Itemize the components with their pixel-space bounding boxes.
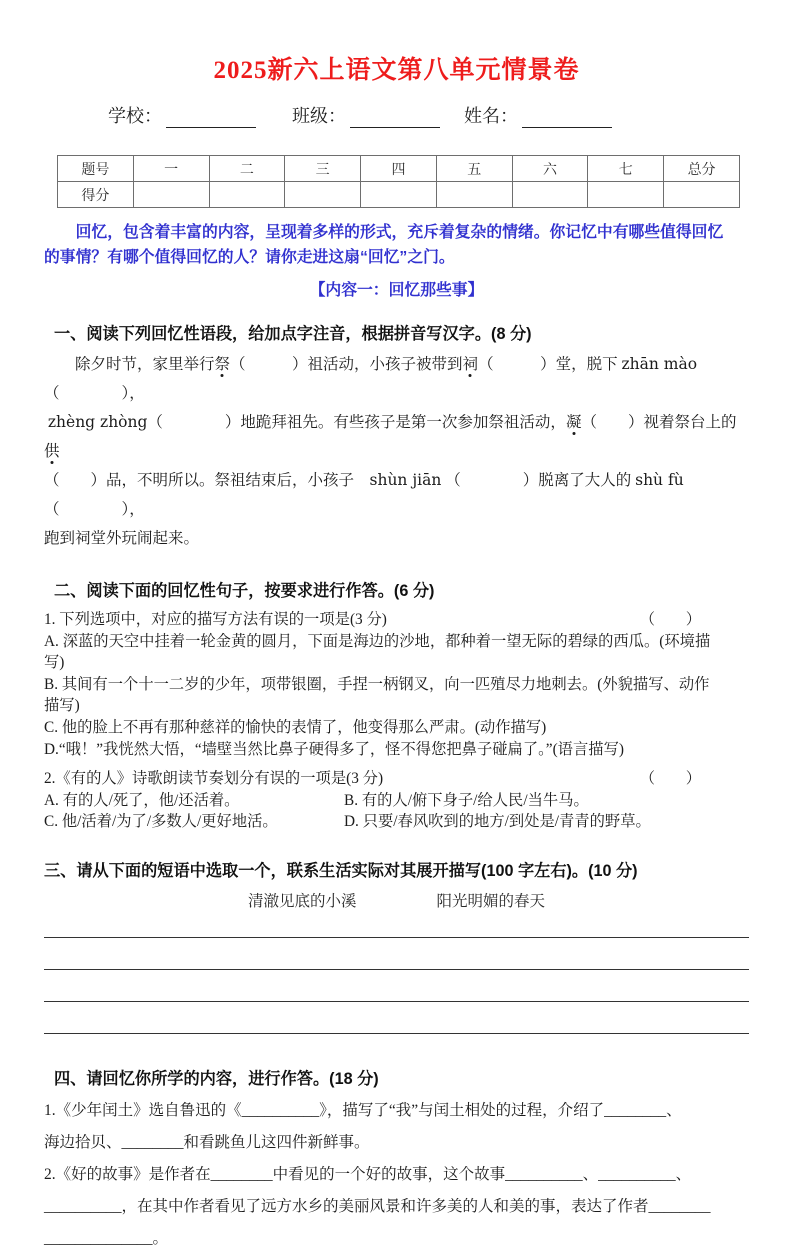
text-segment: （ ）， <box>44 501 145 518</box>
student-info-row <box>108 102 749 128</box>
text-line <box>44 524 749 553</box>
score-table-empty-cell <box>209 182 285 208</box>
score-table-cell: 总分 <box>664 156 740 182</box>
dotted-char: 祠 <box>462 356 479 373</box>
question-text: 2.《有的人》诗歌朗读节奏划分有误的一项是(3 分) <box>44 770 384 788</box>
exam-paper <box>0 50 793 1247</box>
text-line: __________，在其中作者看见了远方水乡的美丽风景和许多美的人和美的事，表达了作者________ <box>44 1197 711 1215</box>
class-blank-line <box>350 108 440 128</box>
score-table-cell: 三 <box>285 156 361 182</box>
text-line: 海边拾贝、________和看跳鱼儿这四件新鲜事。 <box>44 1133 370 1151</box>
text-segment: （ ）， <box>44 385 145 402</box>
score-table-cell: 一 <box>133 156 209 182</box>
option-left: C. 他/活着/为了/多数人/更好地活。 <box>44 813 278 831</box>
text-segment: （ ）地跪拜祖先。有些孩子是第一次参加祭祖活动， <box>147 414 566 431</box>
q4-content <box>44 1095 749 1255</box>
dotted-char: 凝 <box>565 414 582 431</box>
dotted-char: 祭 <box>214 356 231 373</box>
class-field <box>292 102 440 128</box>
option-left: A. 有的人/死了，他/还活着。 <box>44 791 240 809</box>
pinyin-text: zhèng zhòng <box>47 413 148 431</box>
text-line <box>44 408 749 466</box>
score-table-score-row <box>58 182 740 208</box>
text-line: B. 其间有一个十一二岁的少年，项带银圈，手捏一柄钢叉，向一匹殖尽力地刺去。(外貌描写、动作 <box>44 675 710 693</box>
score-table-empty-cell <box>588 182 664 208</box>
option-right: B. 有的人/俯下身子/给人民/当牛马。 <box>344 791 589 809</box>
text-line: 回忆，包含着丰富的内容，呈现着多样的形式，充斥着复杂的情绪。你记忆中有哪些值得回忆 <box>44 224 724 241</box>
score-table-empty-cell <box>133 182 209 208</box>
text-line <box>44 466 749 524</box>
text-line: 1.《少年闰土》选自鲁迅的《__________》，描写了“我”与闰土相处的过程，介绍了________、 <box>44 1101 682 1119</box>
section-banner: 【内容一：回忆那些事】 <box>309 282 484 299</box>
score-table-cell: 得分 <box>58 182 134 208</box>
school-label: 学校： <box>108 106 162 126</box>
school-blank-line <box>166 108 256 128</box>
text-segment: （ ）脱离了大人的 <box>441 472 636 489</box>
text-line <box>44 350 749 408</box>
text-line: 2.《好的故事》是作者在________中看见的一个好的故事，这个故事__________、__________、 <box>44 1165 692 1183</box>
pinyin-text: zhān mào <box>621 355 698 373</box>
text-line: D.“哦！”我恍然大悟，“墙壁当然比鼻子硬得多了，怪不得您把鼻子碰扁了。”(语言描写) <box>44 740 624 758</box>
text-segment: （ ）堂，脱下 <box>478 356 622 373</box>
q4-heading: 四、请回忆你所学的内容，进行作答。(18 分) <box>54 1069 379 1088</box>
q3-phrase-row <box>44 889 749 911</box>
text-segment: （ ）品，不明所以。祭祖结束后，小孩子 <box>44 472 370 489</box>
score-table-header-row <box>58 156 740 182</box>
text-line <box>44 790 749 812</box>
writing-line <box>44 969 749 970</box>
text-line: 写) <box>44 654 65 672</box>
text-line <box>44 811 749 833</box>
q3-phrase-2: 阳光明媚的春天 <box>436 892 546 910</box>
q1-passage <box>44 350 749 553</box>
question-text: 1. 下列选项中，对应的描写方法有误的一项是(3 分) <box>44 611 387 628</box>
text-line: A. 深蓝的天空中挂着一轮金黄的圆月，下面是海边的沙地，都种着一望无际的碧绿的西瓜。(环境描 <box>44 632 711 650</box>
text-line: 的事情？有哪个值得回忆的人？请你走进这扇“回忆”之门。 <box>44 249 455 266</box>
score-table-cell: 题号 <box>58 156 134 182</box>
score-table-empty-cell <box>512 182 588 208</box>
answer-bracket: （ ） <box>639 611 701 628</box>
writing-line <box>44 937 749 938</box>
text-line <box>44 768 749 790</box>
q3-heading: 三、请从下面的短语中选取一个，联系生活实际对其展开描写(100 字左右)。(10 分) <box>44 861 638 880</box>
answer-bracket: （ ） <box>639 770 701 788</box>
score-table-empty-cell <box>664 182 740 208</box>
name-field <box>464 102 612 128</box>
option-right: D. 只要/春风吹到的地方/到处是/青青的野草。 <box>344 813 651 831</box>
pinyin-text: shùn jiān <box>369 471 442 489</box>
q3-phrase-1: 清澈见底的小溪 <box>247 892 357 910</box>
text-line <box>44 609 749 631</box>
score-table-empty-cell <box>361 182 437 208</box>
q2-content <box>44 609 749 833</box>
score-table-cell: 二 <box>209 156 285 182</box>
text-segment: （ ）视着祭台上的 <box>581 414 737 431</box>
writing-line <box>44 1033 749 1034</box>
dotted-char: 供 <box>44 443 60 460</box>
text-segment: 跑到祠堂外玩闹起来。 <box>44 530 200 547</box>
class-label: 班级： <box>292 106 346 126</box>
score-table-cell: 五 <box>436 156 512 182</box>
intro-paragraph <box>44 220 749 270</box>
text-line: C. 他的脸上不再有那种慈祥的愉快的表情了，他变得那么严肃。(动作描写) <box>44 718 547 736</box>
text-line: ______________。 <box>44 1229 169 1247</box>
score-table-cell: 七 <box>588 156 664 182</box>
text-segment: 除夕时节，家里举行 <box>44 356 215 373</box>
text-line: 描写) <box>44 697 80 715</box>
school-field <box>108 102 256 128</box>
score-table-cell: 四 <box>361 156 437 182</box>
score-table-cell: 六 <box>512 156 588 182</box>
score-table-empty-cell <box>285 182 361 208</box>
score-table <box>57 155 740 208</box>
q3-writing-area <box>44 937 749 1034</box>
score-table-empty-cell <box>436 182 512 208</box>
q2-heading: 二、阅读下面的回忆性句子，按要求进行作答。(6 分) <box>54 582 435 600</box>
writing-line <box>44 1001 749 1002</box>
page-title: 2025新六上语文第八单元情景卷 <box>213 57 580 84</box>
name-label: 姓名： <box>464 106 518 126</box>
name-blank-line <box>522 108 612 128</box>
text-segment: （ ）祖活动，小孩子被带到 <box>230 356 463 373</box>
pinyin-text: shù fù <box>635 471 684 489</box>
q1-heading: 一、阅读下列回忆性语段，给加点字注音，根据拼音写汉字。(8 分) <box>54 325 532 343</box>
